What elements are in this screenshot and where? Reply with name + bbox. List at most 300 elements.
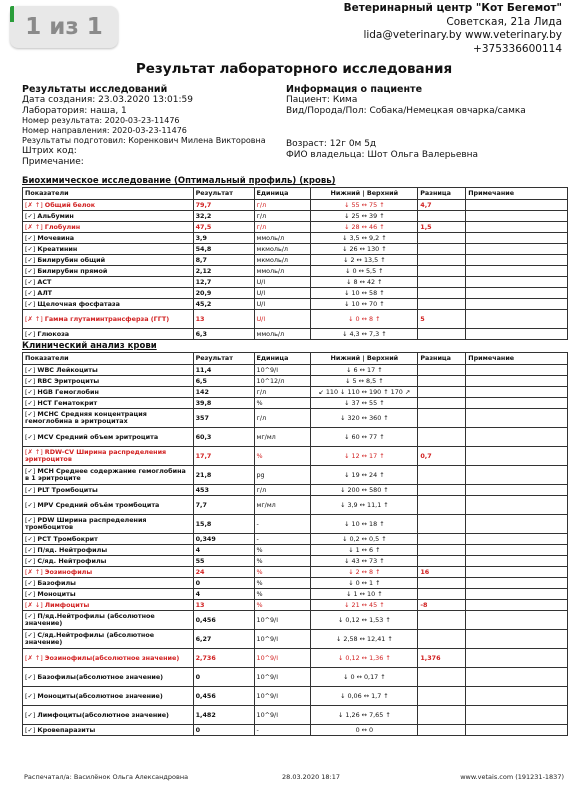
unit-cell: % — [254, 398, 311, 409]
column-header: Примечание — [466, 188, 568, 200]
status-flag: [✓] — [25, 266, 36, 275]
results-info — [22, 84, 292, 167]
note-cell — [466, 200, 568, 211]
table-row — [23, 299, 568, 310]
result-value: 15,8 — [193, 515, 254, 534]
result-value: 0,456 — [193, 611, 254, 630]
reference-range: ↓ 5 ↔ 8,5 ↑ — [311, 376, 418, 387]
status-flag: [✗ ↑] — [25, 314, 43, 323]
reference-range: ↓ 25 ↔ 39 ↑ — [311, 211, 418, 222]
reference-range: ↓ 10 ↔ 58 ↑ — [311, 288, 418, 299]
status-flag: [✗ ↓] — [25, 600, 43, 609]
reference-range: ↓ 6 ↔ 17 ↑ — [311, 365, 418, 376]
unit-cell: г/л — [254, 387, 311, 398]
difference-cell — [418, 687, 466, 706]
difference-cell — [418, 211, 466, 222]
printed-at: 28.03.2020 18:17 — [282, 773, 341, 781]
result-value: 3,9 — [193, 233, 254, 244]
parameter-cell — [23, 288, 194, 299]
difference-cell: -8 — [418, 600, 466, 611]
difference-cell — [418, 376, 466, 387]
parameter-cell — [23, 600, 194, 611]
result-value: 47,5 — [193, 222, 254, 233]
table-row — [23, 725, 568, 736]
result-number: Номер результата: 2020-03-23-11476 — [22, 116, 180, 125]
result-value: 0 — [193, 668, 254, 687]
parameter-cell — [23, 545, 194, 556]
parameter-cell — [23, 725, 194, 736]
difference-cell — [418, 466, 466, 485]
unit-cell: 10^9/l — [254, 668, 311, 687]
status-flag: [✓] — [25, 500, 36, 509]
column-header: Нижний | Верхний — [311, 353, 418, 365]
result-value: 0 — [193, 578, 254, 589]
table-row — [23, 233, 568, 244]
note-cell — [466, 398, 568, 409]
result-value: 8,7 — [193, 255, 254, 266]
parameter-cell — [23, 668, 194, 687]
column-header: Показатели — [23, 353, 194, 365]
difference-cell — [418, 299, 466, 310]
unit-cell: - — [254, 515, 311, 534]
unit-cell: 10^9/l — [254, 630, 311, 649]
table-row — [23, 600, 568, 611]
parameter-name: АЛТ — [37, 288, 53, 297]
parameter-name: PLT Тромбоциты — [37, 485, 98, 494]
parameter-cell — [23, 329, 194, 340]
reference-range: ↓ 8 ↔ 42 ↑ — [311, 277, 418, 288]
parameter-cell — [23, 589, 194, 600]
reference-range: ↓ 0 ↔ 0,17 ↑ — [311, 668, 418, 687]
parameter-name: Глюкоза — [37, 329, 70, 338]
parameter-cell — [23, 556, 194, 567]
note-cell — [466, 611, 568, 630]
status-flag: [✓] — [25, 485, 36, 494]
parameter-cell — [23, 244, 194, 255]
difference-cell — [418, 266, 466, 277]
status-flag: [✓] — [25, 376, 36, 385]
note-cell — [466, 485, 568, 496]
parameter-cell — [23, 409, 194, 428]
reference-range: ↙ 110 ↓ 110 ↔ 190 ↑ 170 ↗ — [311, 387, 418, 398]
result-value: 0 — [193, 725, 254, 736]
note-cell — [466, 222, 568, 233]
result-value: 0,349 — [193, 534, 254, 545]
column-header: Результат — [193, 188, 254, 200]
status-flag: [✓] — [25, 534, 36, 543]
reference-range: ↓ 26 ↔ 130 ↑ — [311, 244, 418, 255]
parameter-name: HCT Гематокрит — [37, 398, 98, 407]
note-label: Примечание: — [22, 156, 84, 167]
clinic-web: lida@veterinary.by www.veterinary.by — [363, 29, 562, 41]
result-value: 32,2 — [193, 211, 254, 222]
status-flag: [✓] — [25, 556, 36, 565]
parameter-cell — [23, 515, 194, 534]
reference-range: ↓ 3,9 ↔ 11,1 ↑ — [311, 496, 418, 515]
result-value: 20,9 — [193, 288, 254, 299]
parameter-name: Эозинофилы — [44, 567, 93, 576]
barcode-label: Штрих код: — [22, 146, 77, 156]
note-cell — [466, 255, 568, 266]
result-value: 7,7 — [193, 496, 254, 515]
reference-range: ↓ 37 ↔ 55 ↑ — [311, 398, 418, 409]
unit-cell: г/л — [254, 222, 311, 233]
results-header: Результаты исследований — [22, 84, 168, 95]
parameter-name: PCT Тромбокрит — [37, 534, 98, 543]
result-value: 17,7 — [193, 447, 254, 466]
parameter-name: С/яд. Нейтрофилы — [37, 556, 107, 565]
note-cell — [466, 211, 568, 222]
difference-cell — [418, 706, 466, 725]
result-value: 6,3 — [193, 329, 254, 340]
difference-cell — [418, 428, 466, 447]
reference-range: ↓ 4,3 ↔ 7,3 ↑ — [311, 329, 418, 340]
unit-cell: г/л — [254, 409, 311, 428]
parameter-name: MCV Средний объем эритроцита — [37, 432, 159, 441]
difference-cell: 1,376 — [418, 649, 466, 668]
result-value: 357 — [193, 409, 254, 428]
unit-cell: мг/мл — [254, 496, 311, 515]
cbc-section-title: Клинический анализ крови — [22, 341, 157, 351]
reference-range: ↓ 0,2 ↔ 0,5 ↑ — [311, 534, 418, 545]
note-cell — [466, 447, 568, 466]
unit-cell: 10^9/l — [254, 706, 311, 725]
difference-cell — [418, 387, 466, 398]
status-flag: [✗ ↑] — [25, 448, 43, 456]
reference-range: ↓ 0,06 ↔ 1,7 ↑ — [311, 687, 418, 706]
parameter-cell — [23, 485, 194, 496]
note-cell — [466, 687, 568, 706]
unit-cell: - — [254, 534, 311, 545]
note-cell — [466, 310, 568, 329]
reference-range: ↓ 1,26 ↔ 7,65 ↑ — [311, 706, 418, 725]
reference-range: 0 ↔ 0 — [311, 725, 418, 736]
difference-cell — [418, 589, 466, 600]
table-row — [23, 255, 568, 266]
parameter-name: WBC Лейкоциты — [37, 365, 98, 374]
status-flag: [✓] — [25, 277, 36, 286]
reference-range: ↓ 19 ↔ 24 ↑ — [311, 466, 418, 485]
parameter-cell — [23, 222, 194, 233]
parameter-cell — [23, 534, 194, 545]
result-value: 13 — [193, 600, 254, 611]
difference-cell: 5 — [418, 310, 466, 329]
table-row — [23, 329, 568, 340]
result-value: 142 — [193, 387, 254, 398]
patient-name: Пациент: Кима — [286, 95, 358, 105]
parameter-name: HGB Гемоглобин — [37, 387, 99, 396]
parameter-cell — [23, 687, 194, 706]
status-flag: [✗ ↑] — [25, 567, 43, 576]
status-flag: [✓] — [25, 691, 36, 700]
lab-name: Лаборатория: наша, 1 — [22, 105, 127, 116]
reference-range: ↓ 10 ↔ 18 ↑ — [311, 515, 418, 534]
note-cell — [466, 266, 568, 277]
difference-cell: 1,5 — [418, 222, 466, 233]
reference-range: ↓ 28 ↔ 46 ↑ — [311, 222, 418, 233]
status-flag: [✓] — [25, 387, 36, 396]
difference-cell — [418, 534, 466, 545]
parameter-cell — [23, 567, 194, 578]
table-row — [23, 611, 568, 630]
result-value: 24 — [193, 567, 254, 578]
parameter-cell — [23, 200, 194, 211]
status-flag: [✗ ↑] — [25, 222, 43, 231]
result-value: 45,2 — [193, 299, 254, 310]
printed-by: Распечатал/а: Василёнок Ольга Александровна — [24, 773, 189, 781]
parameter-cell — [23, 496, 194, 515]
parameter-cell — [23, 387, 194, 398]
parameter-name: АСТ — [37, 277, 52, 286]
parameter-cell — [23, 233, 194, 244]
footer-site: www.vetais.com (191231-1837) — [460, 773, 564, 781]
status-flag: [✗ ↑] — [25, 200, 43, 209]
parameter-cell — [23, 376, 194, 387]
note-cell — [466, 376, 568, 387]
table-row — [23, 668, 568, 687]
table-row — [23, 485, 568, 496]
parameter-cell — [23, 266, 194, 277]
table-row — [23, 365, 568, 376]
difference-cell — [418, 365, 466, 376]
table-row — [23, 387, 568, 398]
parameter-name: П/яд. Нейтрофилы — [37, 545, 108, 554]
parameter-cell — [23, 310, 194, 329]
status-flag: [✓] — [25, 365, 36, 374]
unit-cell: % — [254, 556, 311, 567]
table-row — [23, 244, 568, 255]
result-value: 54,8 — [193, 244, 254, 255]
note-cell — [466, 706, 568, 725]
note-cell — [466, 329, 568, 340]
result-value: 55 — [193, 556, 254, 567]
result-value: 39,8 — [193, 398, 254, 409]
status-flag: [✓] — [25, 589, 36, 598]
table-row — [23, 556, 568, 567]
unit-cell: - — [254, 725, 311, 736]
column-header: Примечание — [466, 353, 568, 365]
parameter-name: Базофилы — [37, 578, 76, 587]
note-cell — [466, 409, 568, 428]
unit-cell: % — [254, 567, 311, 578]
result-value: 21,8 — [193, 466, 254, 485]
status-flag: [✓] — [25, 631, 36, 639]
note-cell — [466, 515, 568, 534]
result-value: 1,482 — [193, 706, 254, 725]
parameter-name: Лимфоциты(абсолютное значение) — [37, 710, 169, 719]
clinic-address: Советская, 21а Лида — [446, 15, 562, 28]
status-flag: [✗ ↑] — [25, 653, 43, 662]
status-flag: [✓] — [25, 710, 36, 719]
note-cell — [466, 589, 568, 600]
referral-number: Номер направления: 2020-03-23-11476 — [22, 126, 187, 135]
table-row — [23, 310, 568, 329]
difference-cell — [418, 288, 466, 299]
reference-range: ↓ 2,58 ↔ 12,41 ↑ — [311, 630, 418, 649]
parameter-name: MCH Среднее содержание гемоглобина в 1 эритроците — [25, 467, 186, 482]
note-cell — [466, 466, 568, 485]
note-cell — [466, 668, 568, 687]
parameter-name: MCHC Средняя концентрация гемоглобина в эритроцитах — [25, 410, 147, 425]
reference-range: ↓ 0,12 ↔ 1,36 ↑ — [311, 649, 418, 668]
created-date: Дата создания: 23.03.2020 13:01:59 — [22, 95, 193, 105]
note-cell — [466, 365, 568, 376]
status-flag: [✓] — [25, 255, 36, 264]
parameter-cell — [23, 466, 194, 485]
parameter-cell — [23, 649, 194, 668]
status-flag: [✓] — [25, 545, 36, 554]
parameter-name: П/яд.Нейтрофилы (абсолютное значение) — [25, 612, 155, 627]
difference-cell — [418, 255, 466, 266]
cbc-table — [22, 352, 568, 736]
parameter-cell — [23, 365, 194, 376]
reference-range: ↓ 3,5 ↔ 9,2 ↑ — [311, 233, 418, 244]
parameter-name: Кровепаразиты — [37, 725, 96, 734]
parameter-cell — [23, 428, 194, 447]
clinic-header — [344, 2, 562, 56]
unit-cell: ммоль/л — [254, 233, 311, 244]
reference-range: ↓ 43 ↔ 73 ↑ — [311, 556, 418, 567]
parameter-cell — [23, 211, 194, 222]
parameter-name: С/яд.Нейтрофилы (абсолютное значение) — [25, 631, 155, 646]
unit-cell: мг/мл — [254, 428, 311, 447]
parameter-name: Альбумин — [37, 211, 74, 220]
note-cell — [466, 545, 568, 556]
difference-cell: 4,7 — [418, 200, 466, 211]
parameter-name: MPV Средний объём тромбоцита — [37, 500, 160, 509]
column-header: Единица — [254, 353, 311, 365]
status-flag: [✓] — [25, 672, 36, 681]
result-value: 2,12 — [193, 266, 254, 277]
table-row — [23, 589, 568, 600]
table-row — [23, 266, 568, 277]
clinic-name: Ветеринарный центр "Кот Бегемот" — [343, 2, 562, 14]
table-row — [23, 277, 568, 288]
column-header: Результат — [193, 353, 254, 365]
note-cell — [466, 725, 568, 736]
status-flag: [✓] — [25, 211, 36, 220]
difference-cell: 16 — [418, 567, 466, 578]
parameter-cell — [23, 706, 194, 725]
unit-cell: г/л — [254, 211, 311, 222]
difference-cell — [418, 725, 466, 736]
reference-range: ↓ 12 ↔ 17 ↑ — [311, 447, 418, 466]
unit-cell: мкмоль/л — [254, 244, 311, 255]
difference-cell — [418, 485, 466, 496]
table-row — [23, 376, 568, 387]
parameter-cell — [23, 299, 194, 310]
patient-species: Вид/Порода/Пол: Собака/Немецкая овчарка/самка — [286, 105, 526, 116]
table-row — [23, 211, 568, 222]
result-value: 60,3 — [193, 428, 254, 447]
unit-cell: г/л — [254, 485, 311, 496]
parameter-cell — [23, 255, 194, 266]
parameter-name: Моноциты — [37, 589, 76, 598]
reference-range: ↓ 60 ↔ 77 ↑ — [311, 428, 418, 447]
unit-cell: U/l — [254, 277, 311, 288]
unit-cell: U/l — [254, 299, 311, 310]
reference-range: ↓ 200 ↔ 580 ↑ — [311, 485, 418, 496]
parameter-name: Лимфоциты — [44, 600, 90, 609]
parameter-cell — [23, 398, 194, 409]
column-header: Разница — [418, 188, 466, 200]
status-flag: [✓] — [25, 432, 36, 441]
note-cell — [466, 600, 568, 611]
parameter-cell — [23, 578, 194, 589]
page-title: Результат лабораторного исследования — [135, 61, 453, 77]
status-flag: [✓] — [25, 612, 36, 620]
reference-range: ↓ 0 ↔ 5,5 ↑ — [311, 266, 418, 277]
parameter-cell — [23, 447, 194, 466]
reference-range: ↓ 0,12 ↔ 1,53 ↑ — [311, 611, 418, 630]
reference-range: ↓ 55 ↔ 75 ↑ — [311, 200, 418, 211]
parameter-name: Щелочная фосфатаза — [37, 299, 120, 308]
page-counter-badge — [10, 6, 118, 48]
parameter-name: Билирубин общий — [37, 255, 106, 264]
status-flag: [✓] — [25, 578, 36, 587]
patient-age: Возраст: 12г 0м 5д — [286, 139, 377, 149]
difference-cell — [418, 668, 466, 687]
result-value: 4 — [193, 589, 254, 600]
unit-cell: ммоль/л — [254, 329, 311, 340]
column-header: Нижний | Верхний — [311, 188, 418, 200]
status-flag: [✓] — [25, 329, 36, 338]
parameter-name: RDW-CV Ширина распределения эритроцитов — [25, 448, 167, 463]
note-cell — [466, 288, 568, 299]
parameter-cell — [23, 630, 194, 649]
table-row — [23, 222, 568, 233]
prepared-by: Результаты подготовил: Коренкович Милена Викторовна — [22, 136, 266, 145]
unit-cell: % — [254, 578, 311, 589]
patient-header: Информация о пациенте — [286, 84, 423, 95]
status-flag: [✓] — [25, 299, 36, 308]
result-value: 4 — [193, 545, 254, 556]
status-flag: [✓] — [25, 244, 36, 253]
table-header-row — [23, 353, 568, 365]
table-row — [23, 428, 568, 447]
parameter-name: Креатинин — [37, 244, 78, 253]
table-row — [23, 398, 568, 409]
owner-name: ФИО владельца: Шот Ольга Валерьевна — [286, 149, 479, 160]
table-header-row — [23, 188, 568, 200]
reference-range: ↓ 0 ↔ 1 ↑ — [311, 578, 418, 589]
reference-range: ↓ 10 ↔ 70 ↑ — [311, 299, 418, 310]
parameter-name: Глобулин — [44, 222, 81, 231]
note-cell — [466, 387, 568, 398]
table-row — [23, 496, 568, 515]
status-flag: [✓] — [25, 725, 36, 734]
result-value: 11,4 — [193, 365, 254, 376]
reference-range: ↓ 1 ↔ 6 ↑ — [311, 545, 418, 556]
unit-cell: U/l — [254, 310, 311, 329]
table-row — [23, 534, 568, 545]
note-cell — [466, 428, 568, 447]
reference-range: ↓ 1 ↔ 10 ↑ — [311, 589, 418, 600]
result-value: 2,736 — [193, 649, 254, 668]
parameter-name: Гамма глутаминтрансферза (ГГТ) — [44, 314, 170, 323]
difference-cell — [418, 515, 466, 534]
difference-cell — [418, 398, 466, 409]
unit-cell: 10^12/л — [254, 376, 311, 387]
unit-cell: % — [254, 447, 311, 466]
difference-cell — [418, 556, 466, 567]
status-flag: [✓] — [25, 398, 36, 407]
table-row — [23, 649, 568, 668]
biochem-section-title: Биохимическое исследование (Оптимальный профиль) (кровь) — [22, 176, 336, 186]
table-row — [23, 630, 568, 649]
note-cell — [466, 244, 568, 255]
table-row — [23, 200, 568, 211]
